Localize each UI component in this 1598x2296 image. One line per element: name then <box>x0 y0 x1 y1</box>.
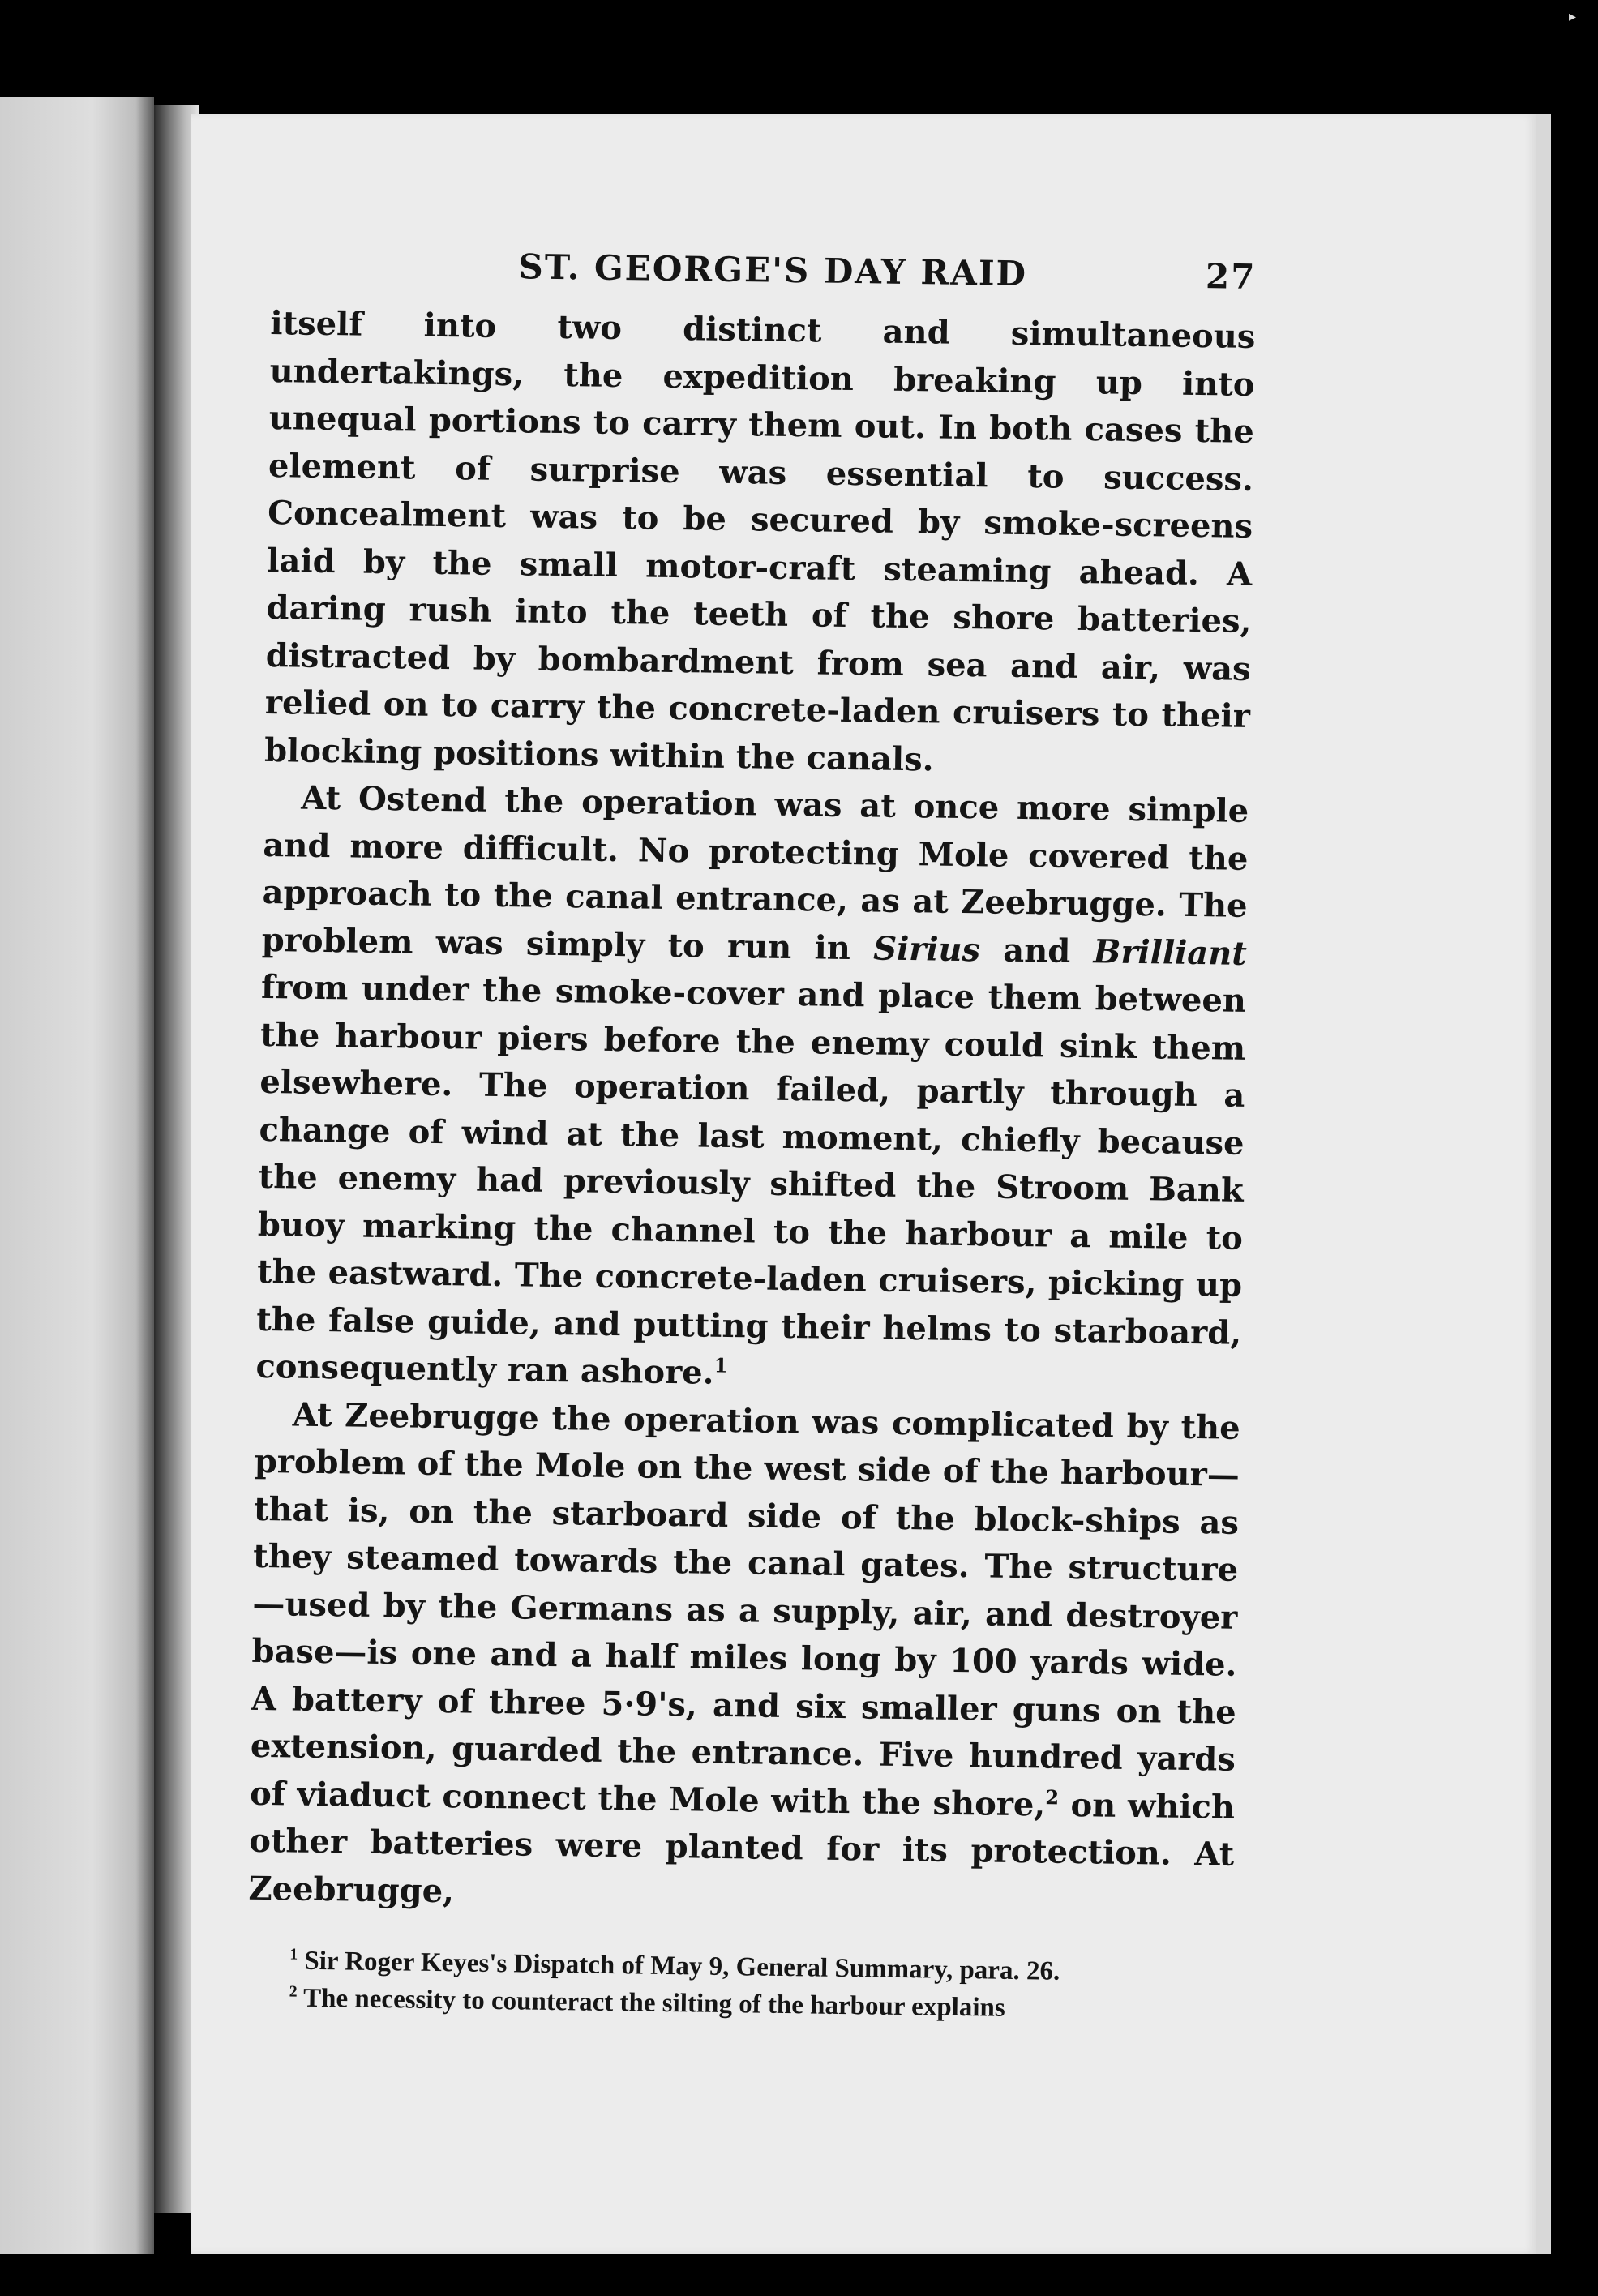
facing-page-edge <box>0 97 154 2254</box>
footnote-ref-2: 2 <box>1045 1784 1060 1809</box>
running-head <box>271 235 1257 314</box>
page-right-edge <box>1536 114 1551 2254</box>
body-text <box>248 300 1256 1926</box>
running-title: ST. GEORGE'S DAY RAID <box>518 246 1028 294</box>
footnote-2-marker: 2 <box>289 1982 298 2001</box>
paragraph-2 <box>255 774 1249 1404</box>
paragraph-1: itself into two distinct and simultaneous undertakings, the expedition breaking up into unequal portions to carry them out. In both cases the element of surprise was essential to success. Concealment was to be secured by smoke-screens laid by the small motor-craft steaming ahead. A daring rush into the teeth of the shore batteries, distracted by bombardment from sea and air, was relied on to carry the concrete-laden cruisers to their blocking positions within the canals. <box>263 303 1256 778</box>
page-number: 27 <box>1205 256 1257 297</box>
footnote-1-marker: 1 <box>289 1945 298 1964</box>
paragraph-3 <box>248 1390 1240 1925</box>
page-text-block <box>246 235 1257 2030</box>
scan-artifact-mark: ▸ <box>1569 8 1577 25</box>
footnote-2-text: The necessity to counteract the silting of the harbour explains <box>297 1983 1005 2023</box>
ship-name-sirius: Sirius <box>872 928 981 969</box>
paragraph-3-text-a: At Zeebrugge the operation was complicated by the problem of the Mole on the west side of the harbour—that is, on the starboard side of the block-ships as they steamed towards the canal gates. The structure—used by the Germans as a supply, air, and destroyer base—is one and a half miles long by 100 yards wide. A battery of three 5·9's, and six smaller guns on the extension, guarded the entrance. Five hundred yards of viaduct connect the Mole with the shore, <box>249 1395 1240 1824</box>
paragraph-2-text-b: from under the smoke-cover and place them between the harbour piers before the enemy could sink them elsewhere. The operation failed, partly through a change of wind at the last moment, chiefly because the enemy had previously shifted the Stroom Bank buoy marking the channel to the harbour a mile to the eastward. The concrete-laden cruisers, picking up the false guide, and putting their helms to starboard, consequently ran ashore. <box>255 967 1247 1392</box>
footnote-ref-1: 1 <box>713 1353 728 1377</box>
paragraph-2-conjunction: and <box>979 930 1094 970</box>
footnotes <box>246 1942 1232 2030</box>
ship-name-brilliant: Brilliant <box>1093 932 1248 973</box>
footnote-1-text: Sir Roger Keyes's Dispatch of May 9, General Summary, para. 26. <box>297 1946 1060 1986</box>
paragraph-3-text-b: on which other batteries were planted for its protection. At Zeebrugge, <box>248 1785 1236 1910</box>
paragraph-2-text-a: At Ostend the operation was at once more simple and more difficult. No protecting Mole covered the approach to the canal entrance, as at Zeebrugge. The problem was simply to run in <box>261 778 1249 967</box>
